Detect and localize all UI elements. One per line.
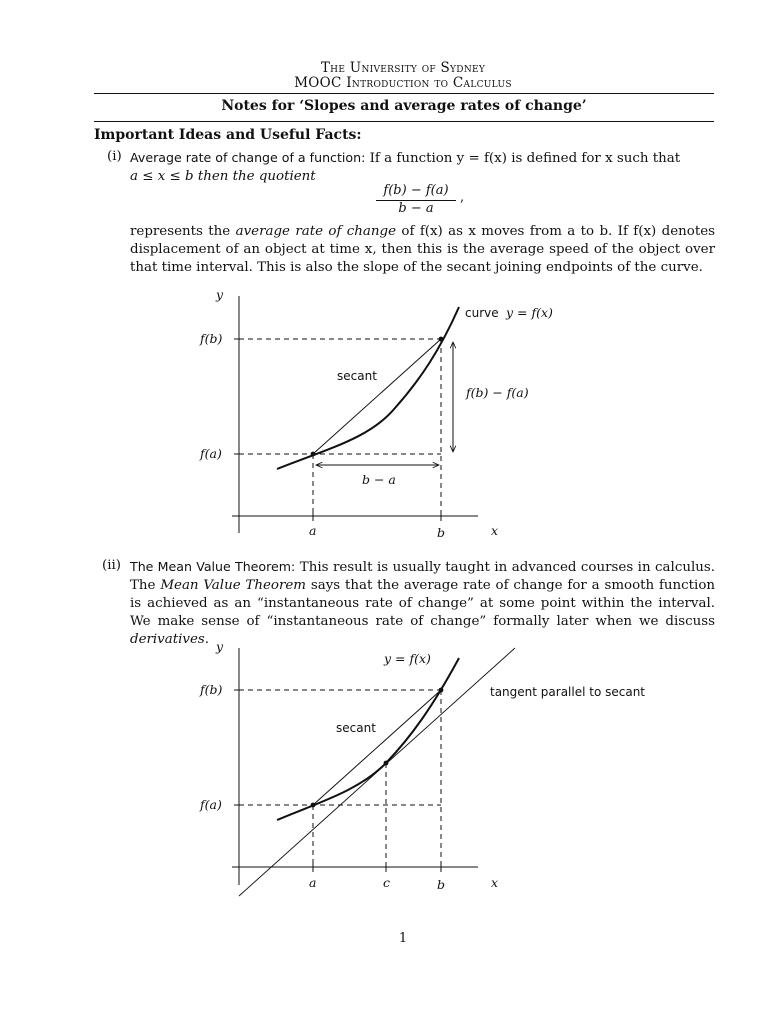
quotient-denominator: b − a [398,201,434,216]
tangent-label: tangent parallel to secant [490,685,646,699]
item1-paragraph [130,223,715,277]
point-c [384,761,389,766]
y-axis-label-2: y [216,640,224,654]
fb-label-2: f(b) [200,682,223,697]
curve [277,307,459,469]
item2-period: . [204,632,210,647]
c-label: c [383,875,391,890]
item2-text-a: This result is usually taught in advanced courses in calculus. The [130,560,715,593]
b-label: b [437,525,446,540]
university-name: The University of Sydney [320,60,486,76]
point-a [311,452,316,457]
item2-text-b: says that the average rate of change for a smooth function is achieved as an “instantaneous rate of change” at some point within the interval. We make sense of “instantaneous rate of change” formally later when we discuss [130,578,716,629]
quotient-comma: , [460,190,465,205]
secant-line-2 [313,690,441,805]
item1-term: Average rate of change of a function: [130,150,366,165]
quotient-numerator: f(b) − f(a) [376,183,456,201]
x-axis-label: x [491,523,499,538]
a-label: a [309,523,317,538]
secant-label: secant [337,369,377,383]
course-name: MOOC Introduction to Calculus [294,75,512,91]
item1-para-b: of f(x) as x moves from a to b. If f(x) denotes displacement of an object at time x, then this is the average speed of the object over that time interval. This is also the slope of the secant joining endpoints of the curve. [130,224,716,275]
item1-para-emphasis: average rate of change [235,224,397,239]
section-heading: Important Ideas and Useful Facts: [94,127,362,143]
curve-2 [277,658,459,820]
item2-number: (ii) [102,558,122,573]
curve-equation-2: y = f(x) [384,651,431,666]
item2-paragraph [130,558,715,649]
point-b [439,337,444,342]
item2-emphasis-derivatives: derivatives [130,632,205,647]
rise-label: f(b) − f(a) [466,385,529,400]
secant-figure [0,285,768,540]
curve-label-equation: y = f(x) [506,305,553,320]
point-a-2 [311,803,316,808]
fa-label: f(a) [200,446,222,461]
quotient [376,183,456,216]
fa-label-2: f(a) [200,797,222,812]
item1-para-a: represents the [130,224,231,239]
b-label-2: b [437,877,446,892]
page-number: 1 [398,931,408,946]
run-label: b − a [362,472,396,487]
curve-label-word: curve [465,306,499,320]
a-label-2: a [309,875,317,890]
fb-label: f(b) [200,331,223,346]
tangent-line [239,648,515,896]
item1-intro [130,149,715,186]
item2-emphasis: Mean Value Theorem [160,578,307,593]
y-axis-label: y [216,287,224,302]
item1-line1: If a function y = f(x) is defined for x such that [369,151,681,166]
secant-label-2: secant [336,721,376,735]
header-rule-top [94,93,714,94]
mean-value-figure [0,640,768,905]
item1-line2: a ≤ x ≤ b then the quotient [130,169,316,184]
item2-term: The Mean Value Theorem: [130,559,296,574]
secant-line [313,339,441,454]
point-b-2 [439,688,444,693]
notes-title: Notes for ‘Slopes and average rates of change’ [221,98,587,114]
x-axis-label-2: x [491,875,499,890]
item1-number: (i) [107,149,122,164]
header-rule-bottom [94,121,714,122]
